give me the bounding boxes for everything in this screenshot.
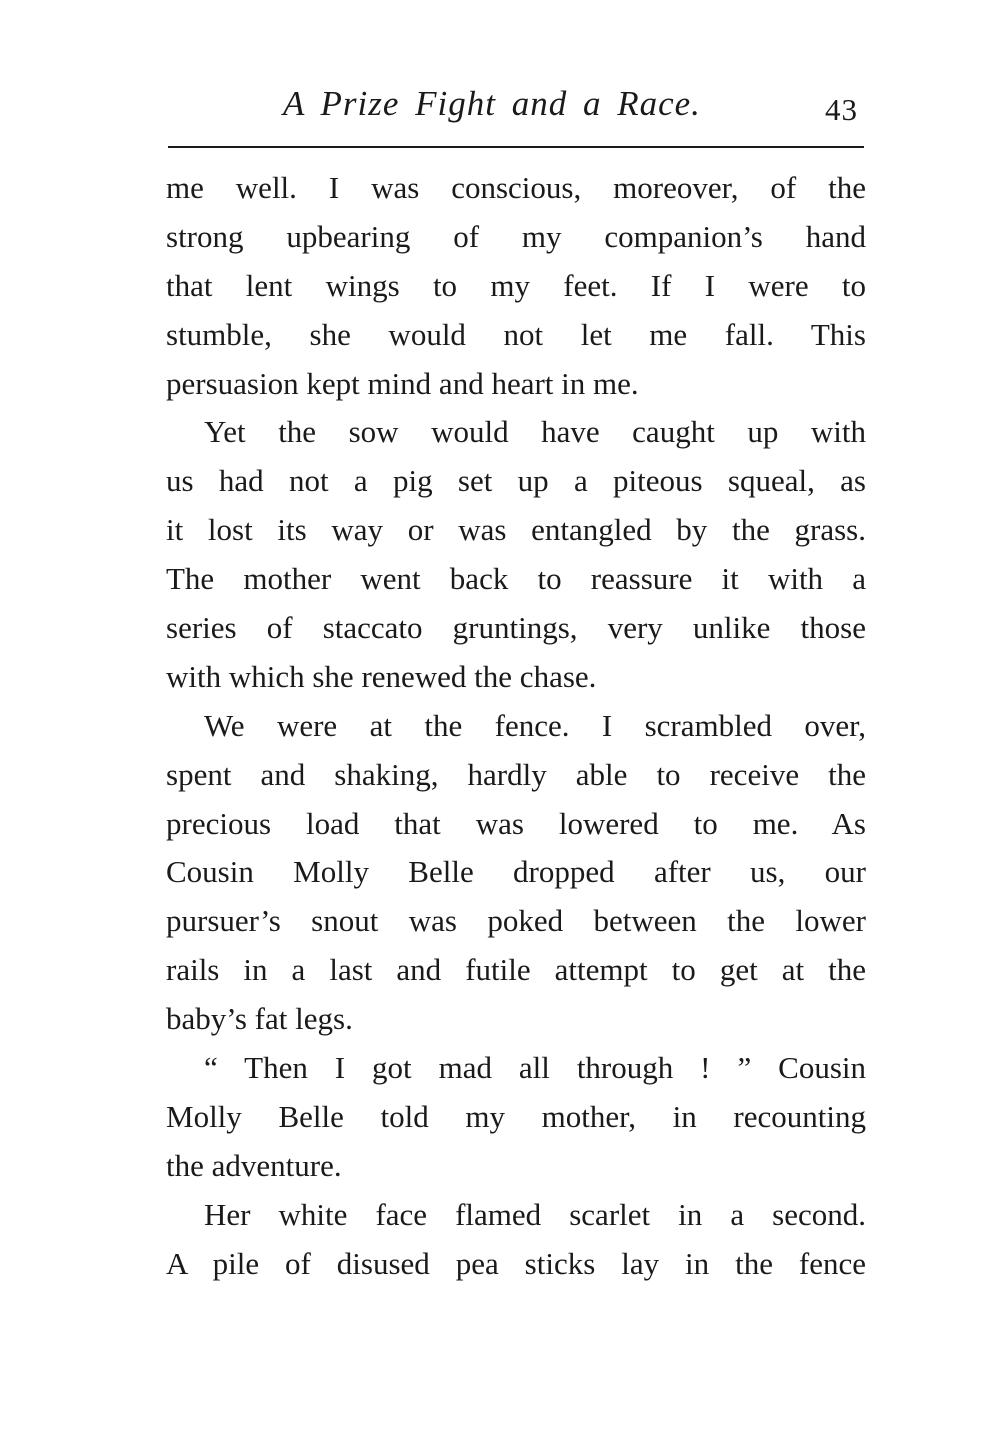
body-text <box>166 164 866 1288</box>
running-title: A Prize Fight and a Race. <box>283 84 701 123</box>
text-line: spent and shaking, hardly able to receive the <box>166 756 866 792</box>
text-line: baby’s fat legs. <box>166 1001 353 1037</box>
text-line: pursuer’s snout was poked between the lower <box>166 903 866 939</box>
text-line: A pile of disused pea sticks lay in the fence <box>166 1245 866 1281</box>
text-line: Molly Belle told my mother, in recounting <box>166 1098 866 1134</box>
text-line: series of staccato gruntings, very unlike those <box>166 610 866 646</box>
text-line: that lent wings to my feet. If I were to <box>166 267 866 303</box>
text-line: We were at the fence. I scrambled over, <box>204 707 866 743</box>
text-line: stumble, she would not let me fall. This <box>166 316 866 352</box>
text-line: us had not a pig set up a piteous squeal, as <box>166 463 866 499</box>
text-line: strong upbearing of my companion’s hand <box>166 218 866 254</box>
text-line: the adventure. <box>166 1147 342 1183</box>
page-header <box>168 80 864 140</box>
text-line: me well. I was conscious, moreover, of the <box>166 170 866 205</box>
text-line: precious load that was lowered to me. As <box>166 805 866 841</box>
text-line: it lost its way or was entangled by the grass. <box>166 512 866 548</box>
page-number: 43 <box>825 92 858 127</box>
text-line: with which she renewed the chase. <box>166 658 597 694</box>
header-rule <box>168 146 864 148</box>
text-line: “ Then I got mad all through ! ” Cousin <box>204 1050 866 1086</box>
text-line: The mother went back to reassure it with a <box>166 561 866 597</box>
text-line: rails in a last and futile attempt to get at the <box>166 952 866 988</box>
text-line: Yet the sow would have caught up with <box>204 414 866 450</box>
text-line: Her white face flamed scarlet in a second. <box>204 1196 866 1232</box>
text-line: persuasion kept mind and heart in me. <box>166 365 639 401</box>
text-line: Cousin Molly Belle dropped after us, our <box>166 854 866 890</box>
